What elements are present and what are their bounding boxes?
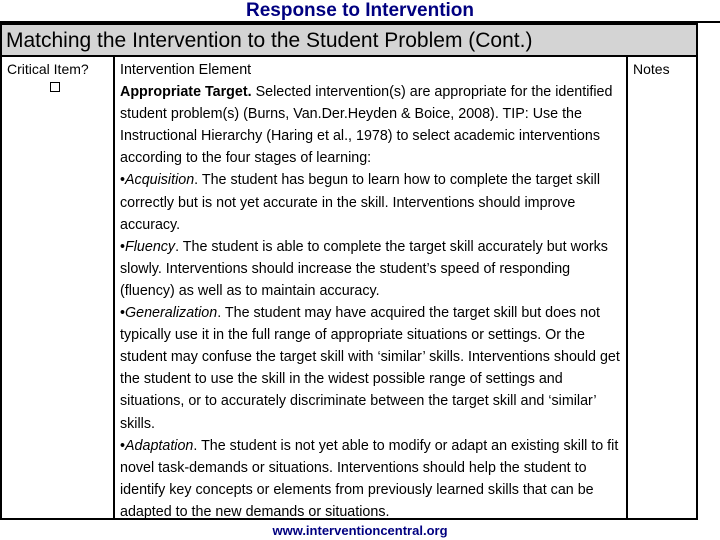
stage-name: Acquisition [125, 172, 195, 189]
footer-url[interactable]: www.interventioncentral.org [272, 523, 448, 538]
stage-fluency [120, 236, 624, 302]
bullet-icon: • [120, 305, 126, 322]
bullet-icon: • [120, 238, 126, 255]
bullet-icon: • [120, 172, 126, 189]
appropriate-target-text: Selected intervention(s) are appropriate for the identified student problem(s) (Burns, Van.Der.Heyden & Boice, 2008). TIP: Use the Instructional Hierarchy (Haring et al., 1978) to select academic interventions according to the four stages of learning: [120, 84, 613, 167]
stage-description: . The student has begun to learn how to complete the target skill correctly but is not yet accurate in the skill. Interventions should improve accuracy. [120, 172, 601, 233]
intervention-element-heading: Intervention Element [120, 62, 252, 78]
critical-item-label: Critical Item? [7, 61, 89, 77]
column-divider-right [626, 57, 628, 518]
slide-title: Matching the Intervention to the Student Problem (Cont.) [6, 29, 533, 52]
appropriate-target-label: Appropriate Target. [120, 84, 252, 101]
stage-generalization [120, 302, 624, 435]
header-divider [2, 55, 696, 57]
stage-description: . The student is able to complete the target skill accurately but works slowly. Interventions should increase the student’s speed of responding (fluency) as well as to maintain accuracy. [120, 238, 608, 299]
stage-acquisition [120, 169, 624, 235]
intervention-element-content [120, 59, 624, 523]
notes-label: Notes [633, 61, 670, 77]
bullet-icon: • [120, 437, 126, 454]
stage-name: Fluency [125, 238, 176, 255]
stage-name: Generalization [125, 305, 218, 322]
stage-description: . The student is not yet able to modify or adapt an existing skill to fit novel task-demands or situations. Interventions should help the student to identify key concepts or elements from previously learned skills that can be adapted to the new demands or situations. [120, 437, 619, 520]
stage-description: . The student may have acquired the target skill but does not typically use it in the full range of appropriate situations or settings. Or the student may confuse the target skill with ‘similar’ skills. Interventions should get the student to use the skill in the widest possible range of settings and situations, or to accurately discriminate between the target skill and ‘similar’ skills. [120, 305, 620, 432]
appropriate-target-paragraph [120, 81, 624, 169]
critical-item-checkbox[interactable] [50, 82, 60, 92]
column-divider-left [113, 57, 115, 518]
stage-adaptation [120, 435, 624, 523]
banner-title: Response to Intervention [245, 0, 475, 21]
stage-name: Adaptation [125, 437, 194, 454]
